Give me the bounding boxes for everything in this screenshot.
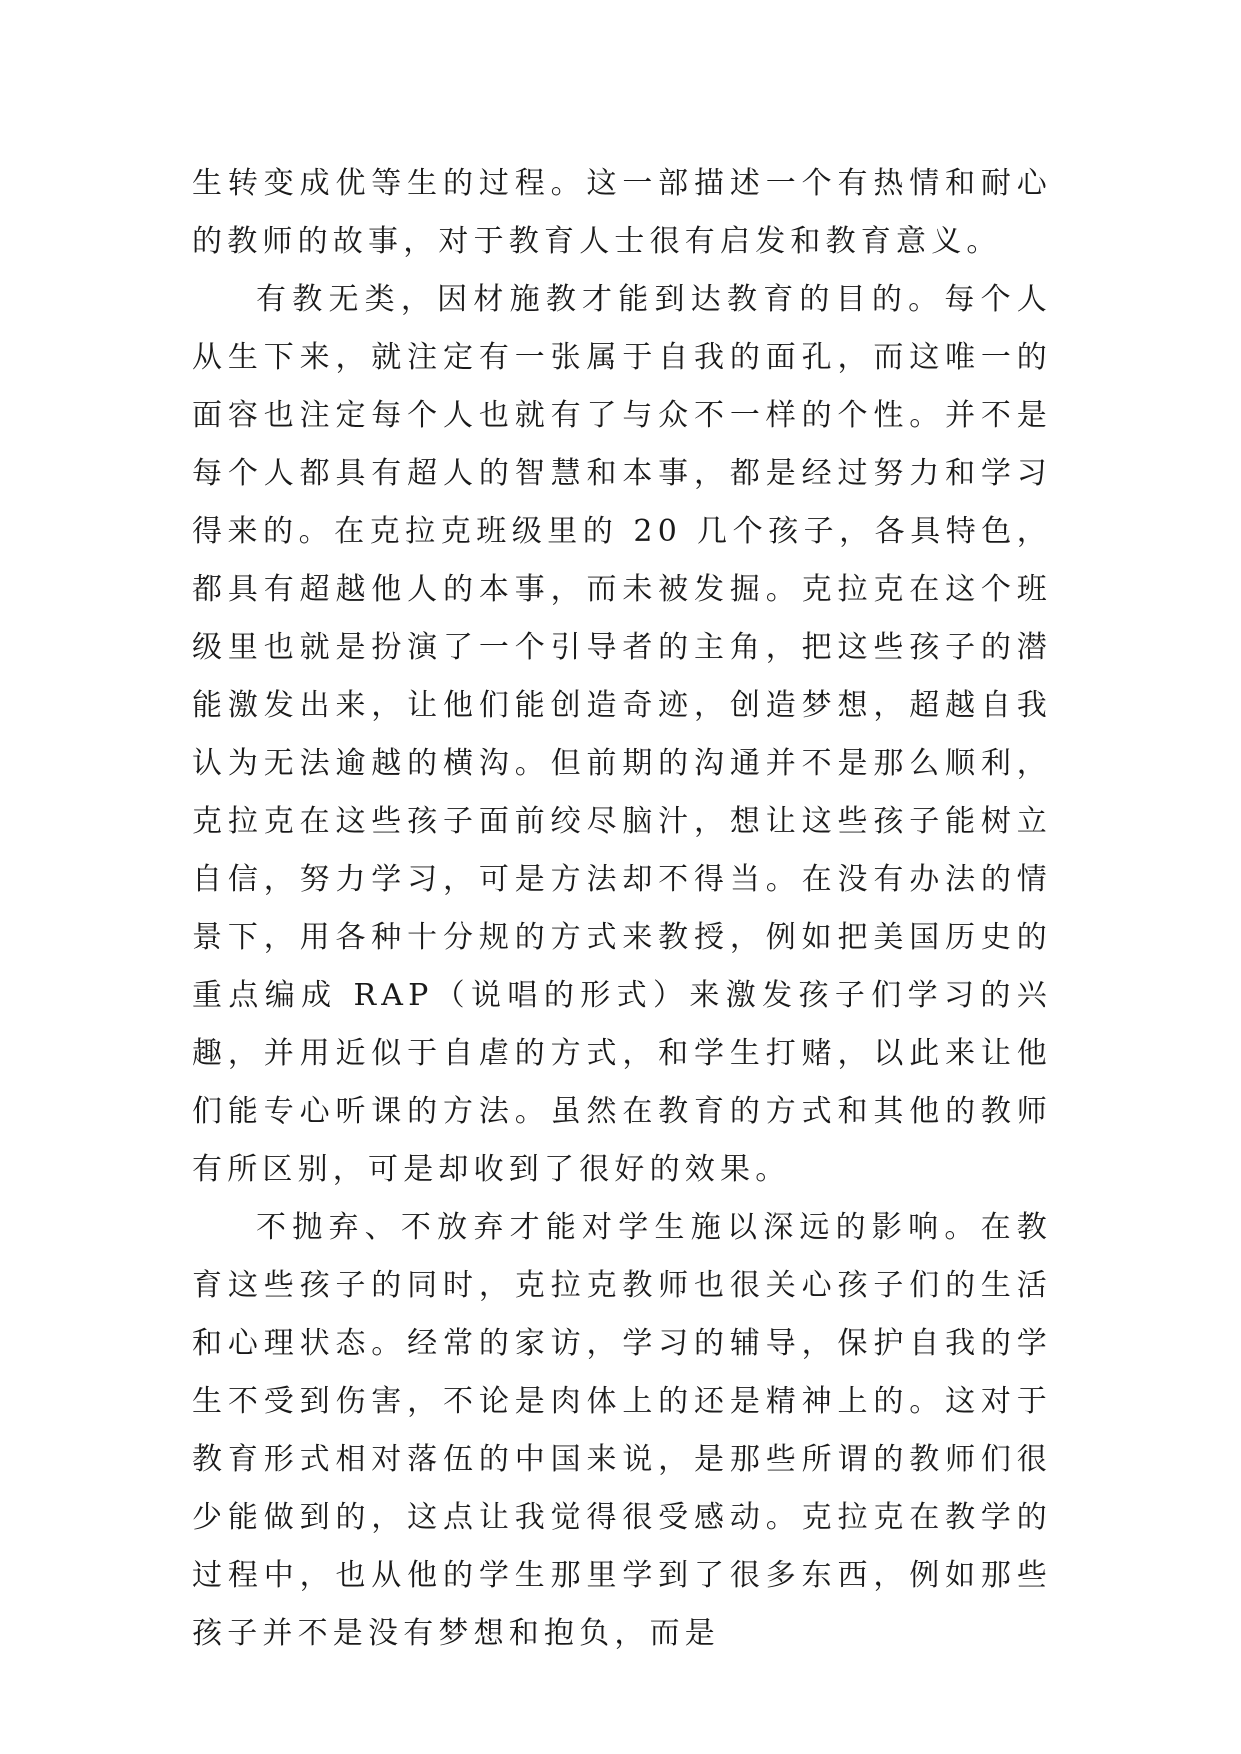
- paragraph-3: 不抛弃、不放弃才能对学生施以深远的影响。在教育这些孩子的同时，克拉克教师也很关心孩子们的生活和心理状态。经常的家访，学习的辅导，保护自我的学生不受到伤害，不论是肉体上的还是精神上的。这对于教育形式相对落伍的中国来说，是那些所谓的教师们很少能做到的，这点让我觉得很受感动。克拉克在教学的过程中，也从他的学生那里学到了很多东西，例如那些孩子并不是没有梦想和抱负，而是: [192, 1210, 1052, 1651]
- paragraph-2: 有教无类，因材施教才能到达教育的目的。每个人从生下来，就注定有一张属于自我的面孔，而这唯一的面容也注定每个人也就有了与众不一样的个性。并不是每个人都具有超人的智慧和本事，都是经过努力和学习得来的。在克拉克班级里的 20 几个孩子，各具特色，都具有超越他人的本事，而未被发掘。克拉克在这个班级里也就是扮演了一个引导者的主角，把这些孩子的潜能激发出来，让他们能创造奇迹，创造梦想，超越自我认为无法逾越的横沟。但前期的沟通并不是那么顺利，克拉克在这些孩子面前绞尽脑汁，想让这些孩子能树立自信，努力学习，可是方法却不得当。在没有办法的情景下，用各种十分规的方式来教授，例如把美国历史的重点编成 RAP（说唱的形式）来激发孩子们学习的兴趣，并用近似于自虐的方式，和学生打赌，以此来让他们能专心听课的方法。虽然在教育的方式和其他的教师有所区别，可是却收到了很好的效果。: [192, 282, 1052, 1187]
- document-body: [192, 155, 1052, 1663]
- paragraph-1: 生转变成优等生的过程。这一部描述一个有热情和耐心的教师的故事，对于教育人士很有启发和教育意义。: [192, 166, 1052, 259]
